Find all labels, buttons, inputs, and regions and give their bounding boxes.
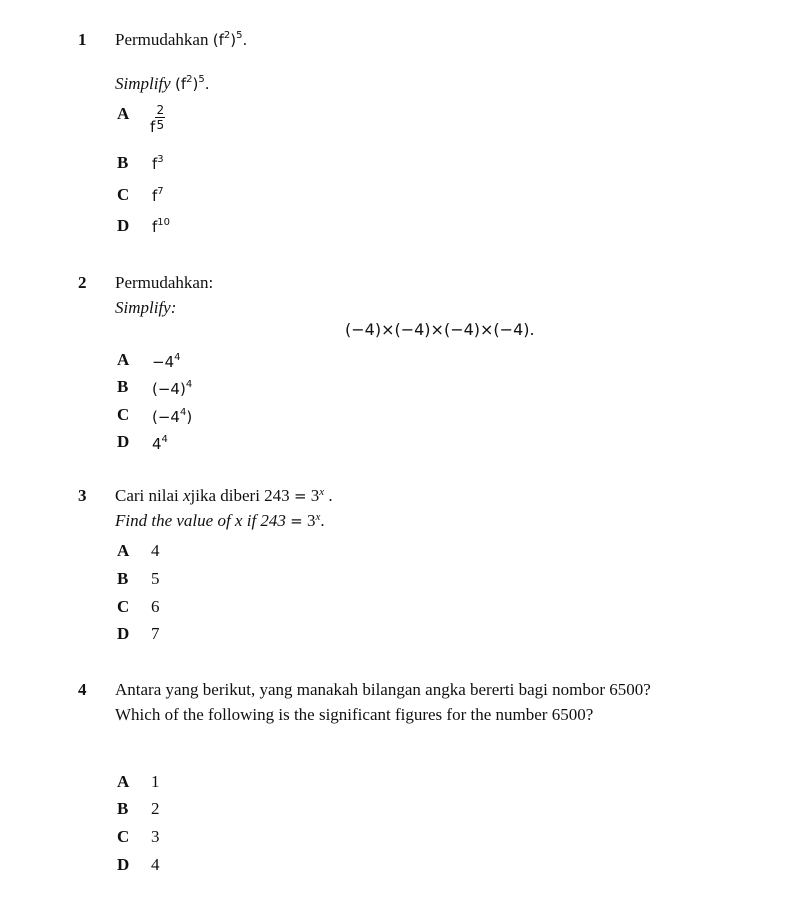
- q4-option-d-letter: D: [117, 855, 130, 874]
- q3-option-c-letter: C: [117, 597, 130, 616]
- q3-english-prompt: Find the value of x if 243 = 3$^x$.: [115, 511, 325, 530]
- q3-option-b-value: 5: [151, 569, 160, 588]
- q4-english-text: Which of the following is the significant figures for the number 6500?: [115, 705, 594, 724]
- q1-option-c-value: $f^7$: [152, 186, 164, 205]
- q3-option-a-letter: A: [117, 541, 130, 560]
- q4-option-b-value: 2: [151, 799, 160, 818]
- question-number-2: 2: [78, 273, 87, 292]
- q4-option-c-value: 3: [151, 827, 160, 846]
- q1-option-d-letter: D: [117, 216, 130, 235]
- q2-option-a-letter: A: [117, 350, 130, 369]
- q3-option-c-value: 6: [151, 597, 160, 616]
- q1-english-expression: $(f^2)^5$.: [174, 74, 210, 93]
- q3-option-d-letter: D: [117, 624, 130, 643]
- q1-malay-text: Permudahkan: [115, 30, 209, 49]
- q3-option-b-letter: B: [117, 569, 129, 588]
- question-number-1: 1: [78, 30, 87, 49]
- question-number-3: 3: [78, 486, 87, 505]
- q4-option-d-value: 4: [151, 855, 160, 874]
- q4-malay-text: Antara yang berikut, yang manakah bilangan angka bererti bagi nombor 6500?: [115, 680, 651, 699]
- q3-option-d-value: 7: [151, 624, 160, 643]
- q1-option-c-letter: C: [117, 185, 130, 204]
- q4-option-a-value: 1: [151, 772, 160, 791]
- q2-malay-text: Permudahkan:: [115, 273, 214, 292]
- q2-option-c-value: $(-4^4)$: [152, 407, 193, 426]
- q2-option-b-letter: B: [117, 377, 129, 396]
- q4-option-a-letter: A: [117, 772, 130, 791]
- q3-option-a-value: 4: [151, 541, 160, 560]
- question-number-4: 4: [78, 680, 87, 699]
- q3-malay-text: Cari nilai: [115, 486, 179, 505]
- q2-option-d-letter: D: [117, 432, 130, 451]
- q2-option-b-value: $(-4)^4$: [152, 379, 193, 398]
- q1-option-b-letter: B: [117, 153, 129, 172]
- q1-option-a-letter: A: [117, 104, 130, 123]
- q1-option-d-value: $f^{10}$: [152, 217, 171, 236]
- q4-option-c-letter: C: [117, 827, 130, 846]
- q1-option-a-value: f $\frac{2}{5}$: [150, 103, 165, 136]
- q3-malay-prompt: Cari nilai xjika diberi 243 = 3$^x$ .: [115, 486, 333, 505]
- q1-english-text: Simplify: [115, 74, 171, 93]
- q1-option-b-value: $f^3$: [152, 154, 164, 173]
- q2-english-text: Simplify:: [115, 298, 177, 317]
- q1-malay-expression: $(f^2)^5$.: [212, 30, 248, 49]
- q2-option-c-letter: C: [117, 405, 130, 424]
- q2-option-a-value: $-4^4$: [152, 352, 181, 371]
- q3-malay-var: x: [182, 486, 191, 505]
- q4-option-b-letter: B: [117, 799, 129, 818]
- q2-expression: (−4)×(−4)×(−4)×(−4).: [345, 320, 535, 339]
- q2-option-d-value: $4^4$: [152, 434, 168, 453]
- q1-english-prompt: [115, 74, 210, 94]
- q3-english-text: Find the value of: [115, 511, 231, 530]
- q1-malay-prompt: [115, 30, 247, 50]
